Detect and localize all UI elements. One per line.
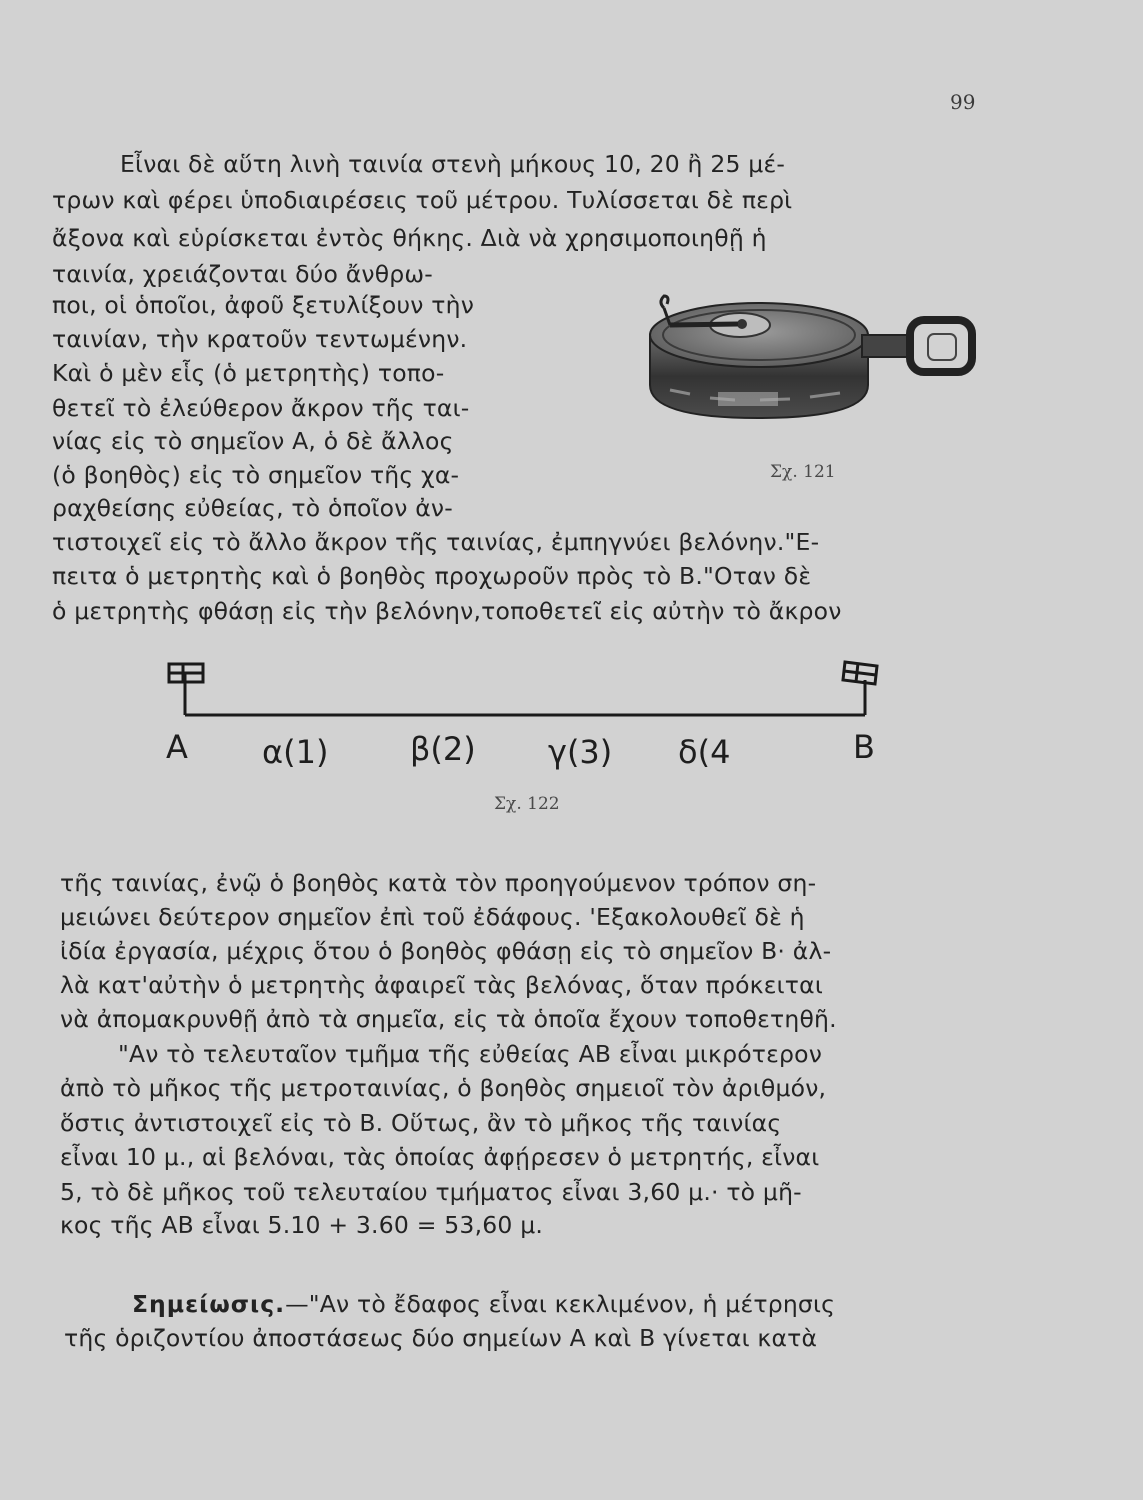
text-line: ποι, οἱ ὁποῖοι, ἀφοῦ ξετυλίξουν τὴν <box>52 291 475 319</box>
note-heading: Σημείωσις. <box>132 1290 286 1318</box>
text-line: Καὶ ὁ μὲν εἷς (ὁ μετρητὴς) τοπο- <box>52 359 445 387</box>
text-line: ἀπὸ τὸ μῆκος τῆς μετροταινίας, ὁ βοηθὸς σημειοῖ τὸν ἀριθμόν, <box>60 1074 827 1102</box>
note-line <box>132 1290 836 1318</box>
text-line: ὅστις ἀντιστοιχεῖ εἰς τὸ Β. Οὕτως, ἂν τὸ μῆκος τῆς ταινίας <box>60 1109 782 1137</box>
text-line: λὰ κατ'αὐτὴν ὁ μετρητὴς ἀφαιρεῖ τὰς βελόνας, ὅταν πρόκειται <box>60 971 823 999</box>
point-a-label: A <box>166 728 188 766</box>
point-beta-label: β(2) <box>410 730 476 768</box>
text-line: ραχθείσης εὐθείας, τὸ ὁποῖον ἀν- <box>52 494 453 522</box>
text-line: θετεῖ τὸ ἐλεύθερον ἄκρον τῆς ται- <box>52 394 470 422</box>
tape-measure-illustration <box>640 290 1000 470</box>
point-b-label: B <box>853 728 875 766</box>
text-line: πειτα ὁ μετρητὴς καὶ ὁ βοηθὸς προχωροῦν πρὸς τὸ Β."Οταν δὲ <box>52 562 812 590</box>
point-delta-label: δ(4 <box>678 733 731 771</box>
line-ab-diagram <box>155 650 895 730</box>
figure-121-caption: Σχ. 121 <box>770 462 836 482</box>
text-line: (ὁ βοηθὸς) εἰς τὸ σημεῖον τῆς χα- <box>52 461 460 489</box>
figure-122-caption: Σχ. 122 <box>494 794 560 814</box>
page-number: 99 <box>950 90 976 114</box>
text-line: ἰδία ἐργασία, μέχρις ὅτου ὁ βοηθὸς φθάσῃ εἰς τὸ σημεῖον Β· ἀλ- <box>60 937 832 965</box>
text-line: Εἶναι δὲ αὕτη λινὴ ταινία στενὴ μήκους 10, 20 ἢ 25 μέ- <box>120 150 786 178</box>
text-line: κος τῆς ΑΒ εἶναι 5.10 + 3.60 = 53,60 μ. <box>60 1211 544 1239</box>
point-gamma-label: γ(3) <box>548 733 613 771</box>
text-line: "Αν τὸ τελευταῖον τμῆμα τῆς εὐθείας ΑΒ εἶναι μικρότερον <box>118 1040 823 1068</box>
text-line: τιστοιχεῖ εἰς τὸ ἄλλο ἄκρον τῆς ταινίας, ἐμπηγνύει βελόνην."Ε- <box>52 528 820 556</box>
point-alpha-label: α(1) <box>262 733 329 771</box>
note-text: —"Αν τὸ ἔδαφος εἶναι κεκλιμένον, ἡ μέτρησις <box>285 1290 836 1318</box>
note-line: τῆς ὁριζοντίου ἀποστάσεως δύο σημείων Α καὶ Β γίνεται κατὰ <box>64 1324 818 1352</box>
text-line: εἶναι 10 μ., αἱ βελόναι, τὰς ὁποίας ἀφῄρεσεν ὁ μετρητής, εἶναι <box>60 1143 820 1171</box>
text-line: τῆς ταινίας, ἐνῷ ὁ βοηθὸς κατὰ τὸν προηγούμενον τρόπον ση- <box>60 869 817 897</box>
text-line: ταινίαν, τὴν κρατοῦν τεντωμένην. <box>52 325 468 353</box>
text-line: νίας εἰς τὸ σημεῖον Α, ὁ δὲ ἄλλος <box>52 427 454 455</box>
text-line: ἄξονα καὶ εὑρίσκεται ἐντὸς θήκης. Διὰ νὰ χρησιμοποιηθῇ ἡ <box>52 224 767 252</box>
text-line: ταινία, χρειάζονται δύο ἄνθρω- <box>52 260 433 288</box>
text-line: μειώνει δεύτερον σημεῖον ἐπὶ τοῦ ἐδάφους. 'Εξακολουθεῖ δὲ ἡ <box>60 903 805 931</box>
text-line: ὁ μετρητὴς φθάσῃ εἰς τὴν βελόνην,τοποθετεῖ εἰς αὐτὴν τὸ ἄκρον <box>52 597 842 625</box>
text-line: νὰ ἀπομακρυνθῇ ἀπὸ τὰ σημεῖα, εἰς τὰ ὁποῖα ἔχουν τοποθετηθῆ. <box>60 1005 837 1033</box>
text-line: τρων καὶ φέρει ὑποδιαιρέσεις τοῦ μέτρου. Τυλίσσεται δὲ περὶ <box>52 186 793 214</box>
text-line: 5, τὸ δὲ μῆκος τοῦ τελευταίου τμήματος εἶναι 3,60 μ.· τὸ μῆ- <box>60 1178 802 1206</box>
